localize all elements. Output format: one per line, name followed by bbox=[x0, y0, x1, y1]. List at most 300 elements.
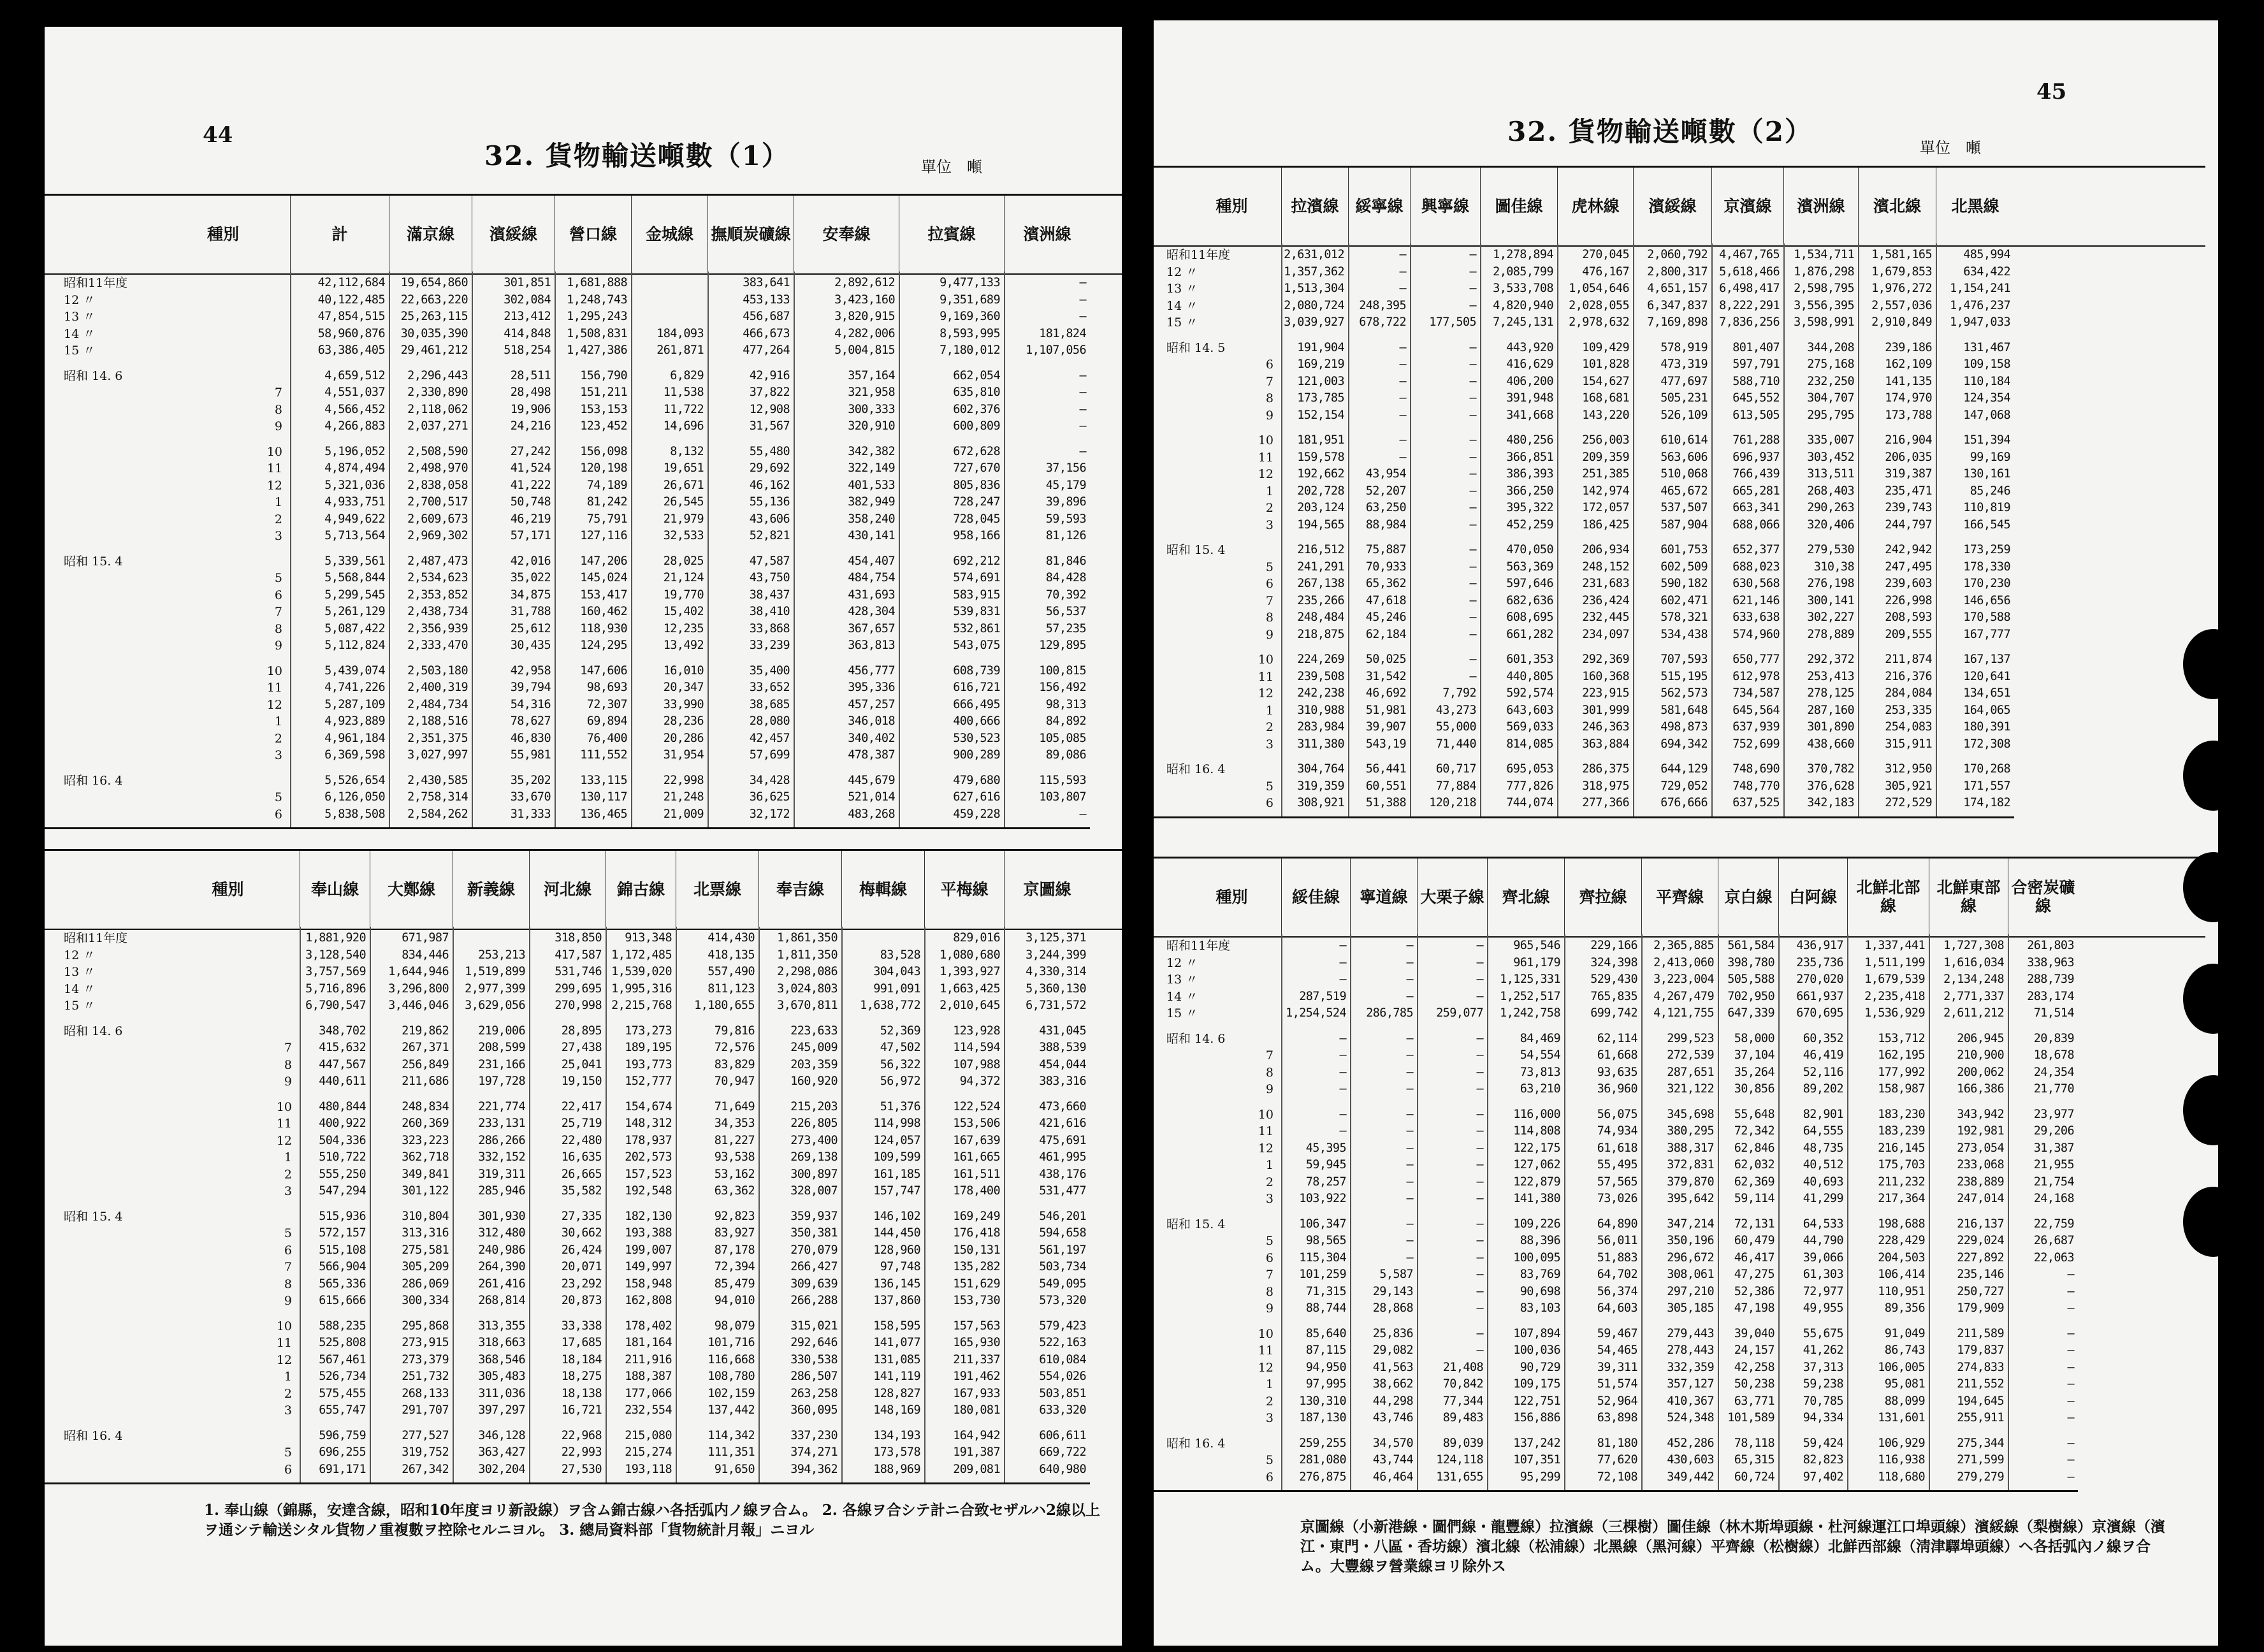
table-row bbox=[1147, 1066, 2205, 1079]
table-cell: — bbox=[1469, 653, 1476, 666]
table-cell: — bbox=[2067, 1411, 2074, 1424]
column-header: 北黑線 bbox=[1936, 168, 2014, 245]
table-cell: 562,573 bbox=[1660, 686, 1708, 700]
row-label: 8 bbox=[1265, 1065, 1274, 1080]
table-cell: — bbox=[1399, 282, 1406, 295]
table-cell: 273,400 bbox=[790, 1133, 838, 1147]
table-cell: 122,175 bbox=[1513, 1141, 1560, 1155]
table-cell: 279,279 bbox=[1957, 1470, 2004, 1484]
table-row bbox=[45, 479, 1128, 492]
table-cell: 246,363 bbox=[1582, 720, 1629, 734]
table-row bbox=[1147, 1412, 2205, 1424]
table-cell: 120,218 bbox=[1429, 796, 1476, 809]
table-cell: 51,376 bbox=[880, 1099, 920, 1113]
table-cell: 21,955 bbox=[2033, 1158, 2074, 1171]
table-cell: 645,564 bbox=[1732, 703, 1780, 717]
column-rule bbox=[453, 927, 454, 1482]
table-row bbox=[1147, 1471, 2205, 1484]
table-cell: 272,529 bbox=[1885, 796, 1932, 809]
table-cell: 194,645 bbox=[1957, 1394, 2004, 1408]
table-cell: 70,842 bbox=[1442, 1377, 1483, 1391]
table-cell: 57,235 bbox=[1045, 621, 1086, 635]
table-cell: 456,777 bbox=[848, 663, 895, 677]
table-row bbox=[45, 496, 1128, 509]
table-cell bbox=[631, 277, 704, 289]
column-header: 河北線 bbox=[529, 851, 606, 929]
table-cell: 100,036 bbox=[1513, 1344, 1560, 1357]
table-cell: 765,835 bbox=[1590, 989, 1637, 1003]
table-cell: 21,408 bbox=[1442, 1360, 1483, 1374]
table-cell: 35,264 bbox=[1734, 1065, 1774, 1079]
table-cell: 60,479 bbox=[1734, 1234, 1774, 1247]
table-cell: 3,128,540 bbox=[305, 948, 366, 962]
table-cell: 647,339 bbox=[1727, 1006, 1774, 1020]
table-cell: 1,393,927 bbox=[940, 965, 1000, 978]
table-cell: 2,037,271 bbox=[407, 419, 468, 433]
table-cell: 81,227 bbox=[714, 1133, 755, 1147]
table-cell: 191,904 bbox=[1297, 340, 1344, 354]
table-cell: 394,362 bbox=[790, 1462, 838, 1476]
table-cell: 2,438,734 bbox=[407, 605, 468, 618]
table-cell: 2,758,314 bbox=[407, 790, 468, 804]
table-cell: 1,107,056 bbox=[1026, 344, 1086, 357]
table-cell: 27,335 bbox=[561, 1209, 602, 1223]
table-cell: 612,978 bbox=[1732, 669, 1780, 683]
table-cell: 41,222 bbox=[510, 478, 551, 492]
table-cell: — bbox=[1476, 1065, 1483, 1079]
table-cell: 319,387 bbox=[1885, 467, 1932, 481]
table-cell: 28,236 bbox=[663, 714, 704, 728]
table-cell: 232,554 bbox=[625, 1403, 672, 1417]
table-row bbox=[1147, 1328, 2205, 1340]
table-cell: 313,355 bbox=[478, 1319, 525, 1333]
table-cell: — bbox=[1469, 298, 1476, 312]
column-header: 拉賓線 bbox=[899, 196, 1004, 273]
table-cell: 72,131 bbox=[1734, 1217, 1774, 1231]
table-cell: 270,020 bbox=[1796, 973, 1843, 986]
table-cell: 283,984 bbox=[1297, 720, 1344, 734]
table-cell: 223,915 bbox=[1582, 686, 1629, 700]
column-header: 營口線 bbox=[555, 196, 631, 273]
book-gutter bbox=[1122, 0, 1154, 1652]
table-cell: 131,467 bbox=[1963, 340, 2010, 354]
table-cell: 561,584 bbox=[1727, 939, 1774, 952]
table-cell: 194,565 bbox=[1297, 518, 1344, 532]
table-cell: 452,259 bbox=[1506, 518, 1553, 532]
table-cell: 149,997 bbox=[625, 1260, 672, 1273]
table-row bbox=[45, 774, 1128, 787]
table-cell: 8,222,291 bbox=[1719, 298, 1780, 312]
table-cell: 158,595 bbox=[873, 1319, 920, 1333]
table-cell: 55,136 bbox=[749, 495, 790, 509]
table-cell: 421,616 bbox=[1039, 1117, 1086, 1130]
table-cell: 63,898 bbox=[1597, 1411, 1637, 1424]
table-cell: 45,246 bbox=[1365, 611, 1406, 624]
table-header bbox=[45, 194, 1128, 275]
table-cell: 25,836 bbox=[1372, 1326, 1413, 1340]
table-cell: — bbox=[1399, 433, 1406, 447]
column-header: 京白線 bbox=[1718, 859, 1778, 936]
table-cell: — bbox=[2067, 1470, 2074, 1484]
table-cell: 160,462 bbox=[580, 605, 627, 618]
table-cell: 26,687 bbox=[2033, 1234, 2074, 1247]
table-cell: — bbox=[1476, 1141, 1483, 1155]
table-cell: 167,639 bbox=[953, 1133, 1000, 1147]
table-cell: 20,873 bbox=[561, 1294, 602, 1307]
table-row bbox=[45, 1151, 1128, 1164]
table-cell: — bbox=[1079, 402, 1086, 416]
table-cell: 279,443 bbox=[1667, 1326, 1714, 1340]
table-cell: 696,937 bbox=[1732, 450, 1780, 464]
table-cell: 436,917 bbox=[1796, 939, 1843, 952]
table-cell: 142,974 bbox=[1582, 484, 1629, 498]
table-cell: 81,242 bbox=[586, 495, 627, 509]
table-cell: 814,085 bbox=[1506, 737, 1553, 751]
table-cell: — bbox=[1339, 939, 1346, 952]
table-cell: 318,663 bbox=[478, 1336, 525, 1349]
row-label: 6 bbox=[284, 1462, 292, 1477]
row-label: 昭和 14. 6 bbox=[1166, 1031, 1226, 1046]
table-cell: 521,014 bbox=[848, 790, 895, 804]
table-cell: 601,753 bbox=[1660, 543, 1708, 556]
table-cell: 143,220 bbox=[1582, 408, 1629, 422]
table-cell: 60,551 bbox=[1365, 779, 1406, 793]
column-header: 梅輯線 bbox=[841, 851, 924, 929]
table-row bbox=[45, 310, 1128, 323]
table-cell: 110,819 bbox=[1963, 501, 2010, 514]
table-cell: 42,958 bbox=[510, 663, 551, 677]
table-cell: 59,114 bbox=[1734, 1192, 1774, 1205]
row-label: 6 bbox=[274, 588, 282, 602]
row-label: 12 bbox=[266, 478, 282, 493]
table-cell: 2,557,036 bbox=[1871, 298, 1932, 312]
table-cell: 226,998 bbox=[1885, 593, 1932, 607]
table-cell: 5,087,422 bbox=[324, 621, 385, 635]
unit-label: 單位 噸 bbox=[1920, 139, 1981, 157]
table-cell: 498,873 bbox=[1660, 720, 1708, 734]
table-cell: 287,519 bbox=[1299, 989, 1346, 1003]
table-cell: 40,122,485 bbox=[317, 293, 385, 307]
table-cell: 239,603 bbox=[1885, 577, 1932, 590]
table-cell: 43,744 bbox=[1372, 1453, 1413, 1467]
table-row bbox=[1147, 451, 2205, 464]
table-cell: 18,184 bbox=[561, 1352, 602, 1366]
table-cell: 561,197 bbox=[1039, 1243, 1086, 1257]
table-cell: — bbox=[1399, 248, 1406, 261]
row-label: 8 bbox=[284, 1277, 292, 1291]
table-cell: 88,744 bbox=[1305, 1301, 1346, 1315]
table-cell: 89,086 bbox=[1045, 748, 1086, 762]
table-cell: 33,239 bbox=[749, 639, 790, 652]
table-cell: 4,467,765 bbox=[1719, 248, 1780, 261]
table-cell: 137,860 bbox=[873, 1294, 920, 1307]
table-cell: 42,916 bbox=[749, 368, 790, 382]
table-cell: 1,681,888 bbox=[567, 276, 627, 289]
column-header: 濱綏線 bbox=[472, 196, 555, 273]
table-cell: 301,122 bbox=[402, 1184, 449, 1198]
table-cell: 368,546 bbox=[478, 1352, 525, 1366]
table-cell: — bbox=[1406, 1065, 1413, 1079]
table-row bbox=[45, 1404, 1128, 1417]
table-cell: 178,937 bbox=[625, 1133, 672, 1147]
table-cell: 766,439 bbox=[1732, 467, 1780, 481]
table-cell: 292,372 bbox=[1807, 653, 1854, 666]
table-cell: 211,589 bbox=[1957, 1326, 2004, 1340]
table-cell: 5,618,466 bbox=[1719, 264, 1780, 279]
table-cell: — bbox=[1469, 518, 1476, 532]
table-cell: 63,386,405 bbox=[317, 344, 385, 357]
row-label: 11 bbox=[266, 461, 282, 475]
table-cell: 200,062 bbox=[1957, 1065, 2004, 1079]
table-cell: 78,257 bbox=[1305, 1175, 1346, 1189]
table-cell: — bbox=[1406, 1250, 1413, 1264]
table-cell: 71,315 bbox=[1305, 1284, 1346, 1298]
table-cell: 22,480 bbox=[561, 1133, 602, 1147]
table-cell: 55,495 bbox=[1597, 1158, 1637, 1171]
table-cell: 108,780 bbox=[708, 1370, 755, 1383]
table-cell: 170,230 bbox=[1963, 577, 2010, 590]
table-cell: — bbox=[1476, 1175, 1483, 1189]
table-cell: 22,663,220 bbox=[400, 293, 468, 307]
table-cell: — bbox=[1406, 1124, 1413, 1138]
table-row bbox=[1147, 1268, 2205, 1281]
table-cell: 124,057 bbox=[873, 1133, 920, 1147]
table-cell: 534,438 bbox=[1660, 627, 1708, 641]
table-cell: 1,054,646 bbox=[1569, 282, 1629, 295]
table-cell: 120,198 bbox=[580, 461, 627, 475]
table-cell: 761,288 bbox=[1732, 433, 1780, 447]
column-header: 濱洲線 bbox=[1783, 168, 1858, 245]
table-cell: 11,538 bbox=[663, 386, 704, 399]
table-row bbox=[1147, 1454, 2205, 1467]
table-cell: 161,665 bbox=[953, 1150, 1000, 1164]
table-cell: 503,851 bbox=[1039, 1386, 1086, 1400]
table-cell: 34,428 bbox=[749, 773, 790, 787]
table-cell: 363,427 bbox=[478, 1446, 525, 1459]
column-rule bbox=[290, 272, 291, 827]
table-cell: 34,353 bbox=[714, 1117, 755, 1130]
table-cell: 48,735 bbox=[1803, 1141, 1843, 1155]
table-cell: 28,080 bbox=[749, 714, 790, 728]
table-cell: 131,601 bbox=[1878, 1411, 1925, 1424]
table-cell: 454,407 bbox=[848, 554, 895, 568]
table-cell: 111,351 bbox=[708, 1446, 755, 1459]
table-cell: 39,896 bbox=[1045, 495, 1086, 509]
table-cell: 89,356 bbox=[1884, 1301, 1925, 1315]
table-cell: 1,581,165 bbox=[1871, 248, 1932, 261]
table-cell: 1,508,831 bbox=[567, 326, 627, 340]
table-cell: 261,871 bbox=[657, 344, 704, 357]
table-row bbox=[45, 1337, 1128, 1349]
table-cell: 232,445 bbox=[1582, 611, 1629, 624]
table-cell: 549,095 bbox=[1039, 1277, 1086, 1291]
table-cell: 36,960 bbox=[1597, 1082, 1637, 1096]
table-cell: 60,724 bbox=[1734, 1470, 1774, 1484]
table-cell: 4,121,755 bbox=[1653, 1006, 1714, 1020]
table-cell: 291,707 bbox=[402, 1403, 449, 1417]
row-label: 6 bbox=[274, 807, 282, 822]
column-rule bbox=[1718, 934, 1719, 1490]
table-cell: 637,939 bbox=[1732, 720, 1780, 734]
table-cell: 452,286 bbox=[1667, 1436, 1714, 1450]
table-cell: 691,171 bbox=[319, 1462, 366, 1476]
table-row bbox=[1147, 628, 2205, 641]
table-cell: 277,366 bbox=[1582, 796, 1629, 809]
table-cell: 72,977 bbox=[1803, 1284, 1843, 1298]
table-cell: 61,618 bbox=[1597, 1141, 1637, 1155]
table-cell: 256,849 bbox=[402, 1057, 449, 1071]
table-cell: 338,963 bbox=[2027, 955, 2074, 969]
table-cell: 244,797 bbox=[1885, 518, 1932, 532]
table-cell: 3,533,708 bbox=[1493, 282, 1553, 295]
row-label: 6 bbox=[1265, 796, 1274, 810]
table-cell: 59,238 bbox=[1803, 1377, 1843, 1391]
table-cell: 566,904 bbox=[319, 1260, 366, 1273]
table-cell: 400,922 bbox=[319, 1117, 366, 1130]
table-cell: 288,739 bbox=[2027, 973, 2074, 986]
table-cell: 54,554 bbox=[1520, 1048, 1560, 1062]
table-cell: 49,955 bbox=[1803, 1301, 1843, 1315]
table-cell: 266,427 bbox=[790, 1260, 838, 1273]
table-cell: — bbox=[1469, 560, 1476, 574]
table-cell: 153,153 bbox=[580, 402, 627, 416]
table-cell: 57,565 bbox=[1597, 1175, 1637, 1189]
table-row bbox=[1147, 1192, 2205, 1205]
table-cell: 359,937 bbox=[790, 1209, 838, 1223]
table-cell: 83,769 bbox=[1520, 1268, 1560, 1281]
table-cell: 602,509 bbox=[1660, 560, 1708, 574]
table-cell: 633,320 bbox=[1039, 1403, 1086, 1417]
table-cell: 127,062 bbox=[1513, 1158, 1560, 1171]
table-cell: 180,391 bbox=[1963, 720, 2010, 734]
table-row bbox=[45, 983, 1128, 996]
table-cell: 606,611 bbox=[1039, 1428, 1086, 1442]
column-rule bbox=[1417, 934, 1418, 1490]
column-header: 齊拉線 bbox=[1564, 859, 1641, 936]
table-cell: 181,951 bbox=[1297, 433, 1344, 447]
table-cell: 87,115 bbox=[1305, 1344, 1346, 1357]
table-cell: 253,413 bbox=[1807, 669, 1854, 683]
table-cell: 777,826 bbox=[1506, 779, 1553, 793]
row-label: 2 bbox=[284, 1167, 292, 1182]
table-cell: 270,998 bbox=[555, 999, 602, 1012]
table-cell: 309,639 bbox=[790, 1277, 838, 1291]
table-cell: 2,296,443 bbox=[407, 368, 468, 382]
table-cell: 2,215,768 bbox=[611, 999, 672, 1012]
table-cell: 84,892 bbox=[1045, 714, 1086, 728]
table-cell: 209,555 bbox=[1885, 627, 1932, 641]
table-cell: 141,077 bbox=[873, 1336, 920, 1349]
table-cell: 245,009 bbox=[790, 1041, 838, 1054]
table-cell: 90,729 bbox=[1520, 1360, 1560, 1374]
table-cell: 301,851 bbox=[504, 276, 551, 289]
table-cell: 229,024 bbox=[1957, 1234, 2004, 1247]
row-label: 11 bbox=[1258, 1124, 1274, 1138]
table-cell: 31,333 bbox=[510, 807, 551, 821]
table-cell: 35,400 bbox=[749, 663, 790, 677]
table-cell: 147,606 bbox=[580, 663, 627, 677]
table-cell: 75,791 bbox=[586, 512, 627, 526]
table-cell: 27,438 bbox=[561, 1041, 602, 1054]
table-row bbox=[1147, 1252, 2205, 1264]
table-row bbox=[1147, 653, 2205, 666]
table-row bbox=[45, 1101, 1128, 1113]
table-cell: 72,576 bbox=[714, 1041, 755, 1054]
table-cell: 304,707 bbox=[1807, 391, 1854, 405]
table-cell: 43,750 bbox=[749, 571, 790, 584]
table-cell: 167,777 bbox=[1963, 627, 2010, 641]
table-row bbox=[45, 1117, 1128, 1130]
table-cell: 39,311 bbox=[1597, 1360, 1637, 1374]
row-label: 12 bbox=[276, 1133, 292, 1148]
table-cell: 1,252,517 bbox=[1500, 989, 1560, 1003]
table-cell: 382,949 bbox=[848, 495, 895, 509]
table-cell: 4,874,494 bbox=[324, 461, 385, 475]
table-cell: 515,195 bbox=[1660, 669, 1708, 683]
table-cell: 418,135 bbox=[708, 948, 755, 962]
table-cell: 93,635 bbox=[1597, 1065, 1637, 1079]
column-header: 白阿線 bbox=[1778, 859, 1847, 936]
table-row bbox=[45, 1134, 1128, 1147]
table-cell: 281,080 bbox=[1299, 1453, 1346, 1467]
table-cell: 672,628 bbox=[953, 444, 1000, 458]
table-cell: 109,429 bbox=[1582, 340, 1629, 354]
table-row bbox=[45, 513, 1128, 526]
table-row bbox=[1147, 544, 2205, 556]
table-cell: 203,124 bbox=[1297, 501, 1344, 514]
table-cell: — bbox=[1476, 973, 1483, 986]
table-cell: — bbox=[1079, 368, 1086, 382]
table-cell: 337,230 bbox=[790, 1428, 838, 1442]
table-cell: 28,868 bbox=[1372, 1301, 1413, 1315]
table-cell: — bbox=[1476, 1284, 1483, 1298]
table-cell: 146,656 bbox=[1963, 593, 2010, 607]
table-cell: 2,134,248 bbox=[1943, 973, 2004, 986]
table-cell: 581,648 bbox=[1660, 703, 1708, 717]
table-cell: 961,179 bbox=[1513, 955, 1560, 969]
table-cell: 268,133 bbox=[402, 1386, 449, 1400]
column-rule bbox=[389, 272, 390, 827]
column-rule bbox=[1564, 934, 1565, 1490]
table-cell: 287,160 bbox=[1807, 703, 1854, 717]
table-cell: 24,168 bbox=[2033, 1192, 2074, 1205]
table-cell: 19,770 bbox=[663, 588, 704, 602]
table-cell: 123,452 bbox=[580, 419, 627, 433]
table-cell: 4,949,622 bbox=[324, 512, 385, 526]
table-cell: 640,980 bbox=[1039, 1462, 1086, 1476]
row-label: 13 〃 bbox=[64, 310, 96, 324]
column-rule bbox=[1847, 934, 1848, 1490]
table-cell: — bbox=[1406, 1192, 1413, 1205]
table-cell: 42,016 bbox=[510, 554, 551, 568]
table-cell: 86,743 bbox=[1884, 1344, 1925, 1357]
table-cell: 136,145 bbox=[873, 1277, 920, 1291]
table-row bbox=[1147, 1218, 2205, 1231]
table-cell: 2,609,673 bbox=[407, 512, 468, 526]
table-cell: 233,131 bbox=[478, 1117, 525, 1130]
table-cell: 16,635 bbox=[561, 1150, 602, 1164]
table-cell: 65,362 bbox=[1365, 577, 1406, 590]
table-cell: 1,180,655 bbox=[694, 999, 755, 1012]
table-cell: 209,081 bbox=[953, 1462, 1000, 1476]
table-cell: 29,692 bbox=[749, 461, 790, 475]
table-cell: 18,138 bbox=[561, 1386, 602, 1400]
table-cell: 263,258 bbox=[790, 1386, 838, 1400]
table-cell: 118,680 bbox=[1878, 1470, 1925, 1484]
table-cell: 20,071 bbox=[561, 1260, 602, 1273]
row-label: 昭和 14. 5 bbox=[1166, 340, 1226, 355]
table-row bbox=[1147, 1302, 2205, 1315]
